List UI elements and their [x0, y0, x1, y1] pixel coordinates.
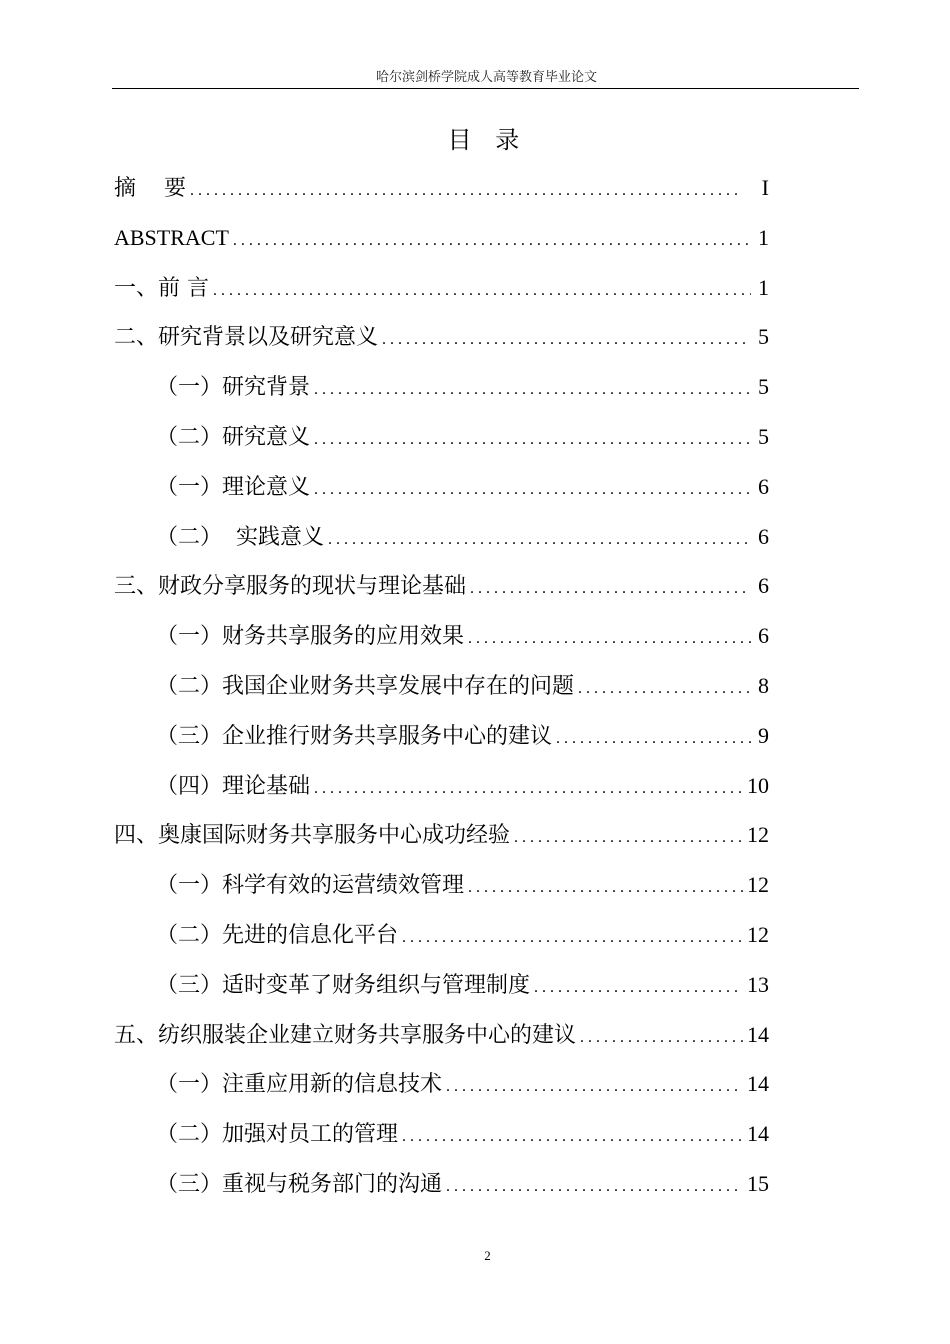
- toc-entry-page: I: [761, 175, 769, 200]
- toc-entry-page: 5: [758, 423, 769, 449]
- toc-entry-label: （一）研究背景: [156, 375, 311, 401]
- toc-entry-page: 5: [758, 374, 769, 400]
- dot-leader: [314, 767, 743, 811]
- toc-entry-page: 5: [758, 324, 769, 350]
- toc-entry-label: （二）研究意义: [156, 424, 311, 450]
- toc-entry-page: 12: [747, 872, 769, 898]
- dot-leader: [468, 866, 743, 910]
- toc-entry-label: 五、纺织服装企业建立财务共享服务中心的建议: [114, 1022, 577, 1048]
- toc-entry[interactable]: [114, 315, 769, 365]
- toc-entry[interactable]: [114, 913, 769, 963]
- toc-entry-label: （二） 实践意义: [156, 524, 324, 550]
- toc-entry[interactable]: [114, 415, 769, 465]
- toc-entry-page: 12: [747, 921, 769, 947]
- toc-entry-label: （三）适时变革了财务组织与管理制度: [156, 972, 531, 998]
- toc-entry[interactable]: [114, 1162, 769, 1212]
- toc-entry-page: 8: [758, 672, 769, 698]
- toc-entry-label: （三）企业推行财务共享服务中心的建议: [156, 723, 553, 749]
- toc-entry-label: （一）科学有效的运营绩效管理: [156, 873, 465, 899]
- dot-leader: [446, 1065, 743, 1109]
- toc-entry-page: 1: [758, 274, 769, 300]
- toc-entry-label: （四）理论基础: [156, 773, 311, 799]
- toc-entry[interactable]: [114, 714, 769, 764]
- dot-leader: [213, 269, 751, 313]
- toc-entry-label: （一）注重应用新的信息技术: [156, 1072, 443, 1098]
- toc-entry[interactable]: [114, 1013, 769, 1063]
- toc-entry[interactable]: [114, 266, 769, 316]
- toc-entry-label: （三）重视与税务部门的沟通: [156, 1171, 443, 1197]
- toc-entry-page: 9: [758, 722, 769, 748]
- toc-entry-label: ABSTRACT: [114, 224, 229, 250]
- toc-entry[interactable]: [114, 764, 769, 814]
- toc-entry[interactable]: [114, 963, 769, 1013]
- dot-leader: [514, 816, 743, 860]
- toc-entry[interactable]: [114, 465, 769, 515]
- toc-entry-label: （二）我国企业财务共享发展中存在的问题: [156, 673, 575, 699]
- toc-entry-page: 13: [747, 971, 769, 997]
- dot-leader: [470, 567, 751, 611]
- toc-entry-page: 1: [758, 224, 769, 250]
- dot-leader: [314, 468, 751, 512]
- toc-entry[interactable]: [114, 664, 769, 714]
- toc-entry-page: 10: [747, 772, 769, 798]
- dot-leader: [402, 1115, 743, 1159]
- toc-entry[interactable]: [114, 614, 769, 664]
- toc-entry[interactable]: [114, 1062, 769, 1112]
- dot-leader: [314, 418, 751, 462]
- running-header: 哈尔滨剑桥学院成人高等教育毕业论文: [375, 70, 597, 85]
- toc-entry[interactable]: [114, 515, 769, 565]
- toc-entry-label: （一）理论意义: [156, 474, 311, 500]
- toc-entry-label: （二）加强对员工的管理: [156, 1122, 399, 1148]
- toc-entry-page: 15: [747, 1170, 769, 1196]
- toc-entry-label: 二、研究背景以及研究意义: [114, 325, 379, 351]
- dot-leader: [468, 617, 751, 661]
- toc-entry-page: 6: [758, 623, 769, 649]
- page-title: 目 录: [447, 126, 528, 154]
- toc-entry-page: 6: [758, 523, 769, 549]
- header-divider: [112, 88, 859, 89]
- toc-entry-page: 12: [747, 822, 769, 848]
- dot-leader: [402, 916, 743, 960]
- toc-entry-label: 一、前 言: [114, 275, 209, 301]
- toc-entry[interactable]: [114, 365, 769, 415]
- dot-leader: [190, 169, 751, 213]
- dot-leader: [446, 1165, 743, 1209]
- toc-entry-page: 6: [758, 473, 769, 499]
- toc-entry-label: 四、奥康国际财务共享服务中心成功经验: [114, 823, 511, 849]
- toc-entry-label: （二）先进的信息化平台: [156, 922, 399, 948]
- dot-leader: [314, 368, 751, 412]
- toc-entry[interactable]: [114, 166, 769, 216]
- toc-entry[interactable]: [114, 863, 769, 913]
- toc-entry-page: 6: [758, 573, 769, 599]
- toc-entry[interactable]: [114, 564, 769, 614]
- page-number: 2: [484, 1248, 491, 1263]
- toc-entry-label: （一）财务共享服务的应用效果: [156, 624, 465, 650]
- toc-entry-page: 14: [747, 1121, 769, 1147]
- toc-entry-label: 摘 要: [114, 176, 186, 201]
- toc-entry[interactable]: [114, 216, 769, 266]
- dot-leader: [382, 318, 751, 362]
- table-of-contents: [114, 166, 769, 1212]
- toc-entry-page: 14: [747, 1021, 769, 1047]
- dot-leader: [233, 219, 751, 263]
- dot-leader: [580, 1016, 743, 1060]
- dot-leader: [328, 518, 751, 562]
- dot-leader: [534, 966, 743, 1010]
- toc-entry[interactable]: [114, 1112, 769, 1162]
- dot-leader: [578, 667, 751, 711]
- toc-entry-label: 三、财政分享服务的现状与理论基础: [114, 574, 467, 600]
- toc-entry[interactable]: [114, 813, 769, 863]
- dot-leader: [556, 717, 751, 761]
- toc-entry-page: 14: [747, 1071, 769, 1097]
